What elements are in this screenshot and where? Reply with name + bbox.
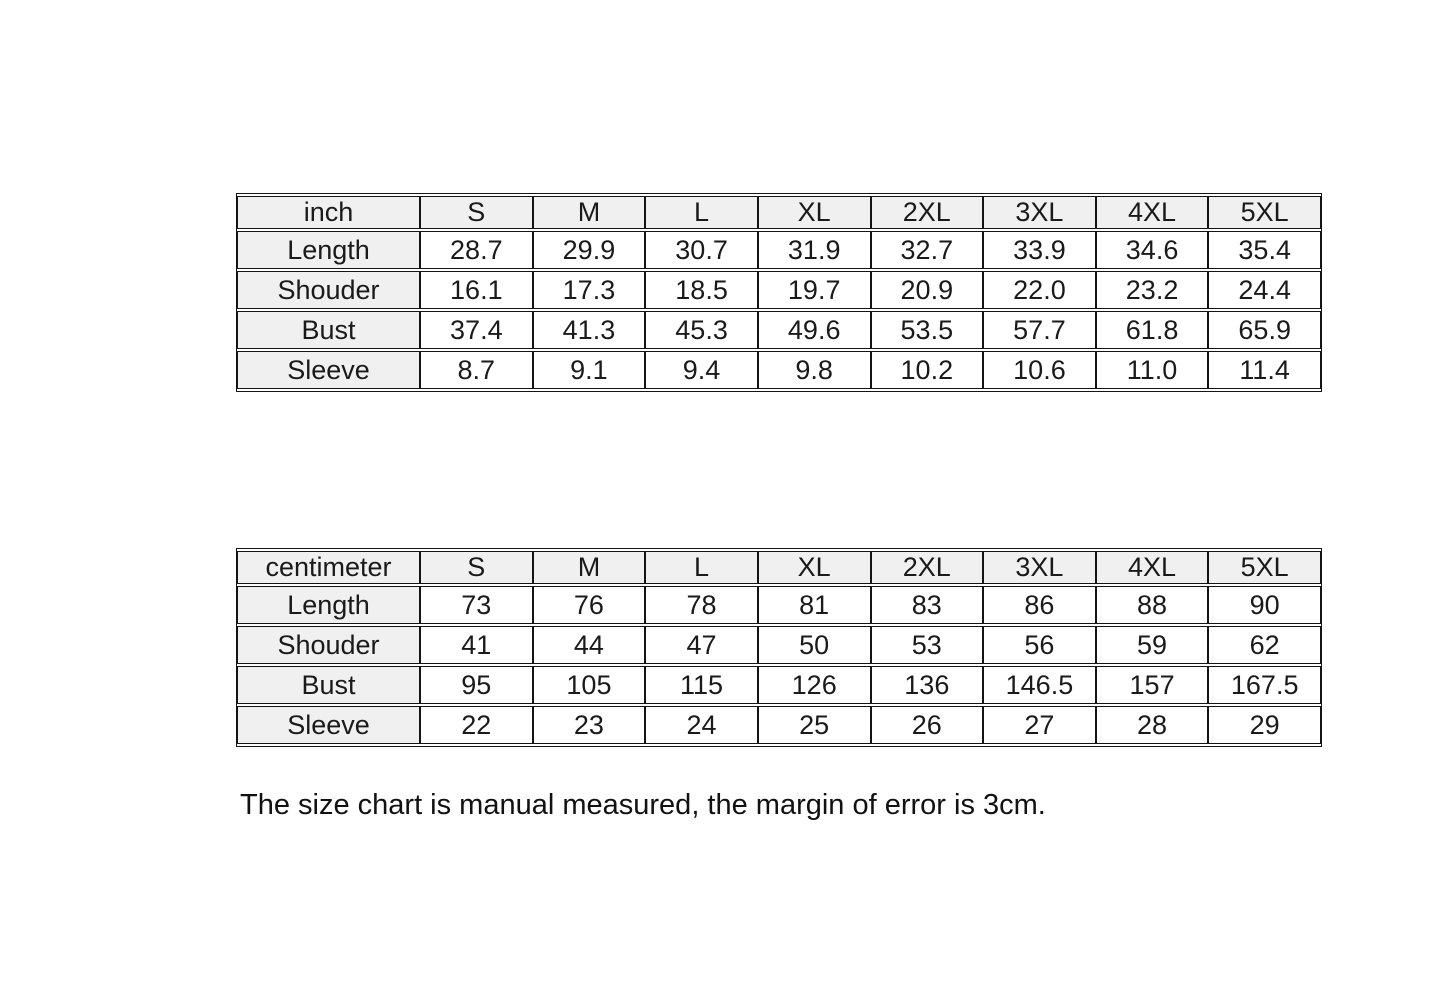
value-cell: 10.6 [983, 351, 1096, 389]
size-header-cell: S [420, 196, 533, 229]
value-cell: 20.9 [871, 271, 984, 309]
table-row [237, 311, 1321, 349]
size-header-cell: L [645, 196, 758, 229]
row-label-cell: Length [237, 231, 420, 269]
value-cell: 53 [871, 626, 984, 664]
size-header-cell: M [533, 196, 646, 229]
value-cell: 57.7 [983, 311, 1096, 349]
row-label-cell: Shouder [237, 271, 420, 309]
value-cell: 17.3 [533, 271, 646, 309]
size-header-cell: 4XL [1096, 551, 1209, 584]
value-cell: 76 [533, 586, 646, 624]
value-cell: 19.7 [758, 271, 871, 309]
value-cell: 126 [758, 666, 871, 704]
value-cell: 157 [1096, 666, 1209, 704]
size-header-cell: XL [758, 196, 871, 229]
size-header-cell: 5XL [1208, 196, 1321, 229]
value-cell: 11.4 [1208, 351, 1321, 389]
row-label-cell: Bust [237, 311, 420, 349]
value-cell: 29 [1208, 706, 1321, 744]
table-row [237, 231, 1321, 269]
unit-header-cell: centimeter [237, 551, 420, 584]
table-row [237, 706, 1321, 744]
value-cell: 49.6 [758, 311, 871, 349]
value-cell: 45.3 [645, 311, 758, 349]
value-cell: 35.4 [1208, 231, 1321, 269]
value-cell: 9.1 [533, 351, 646, 389]
size-header-cell: M [533, 551, 646, 584]
value-cell: 41.3 [533, 311, 646, 349]
row-label-cell: Shouder [237, 626, 420, 664]
value-cell: 33.9 [983, 231, 1096, 269]
value-cell: 136 [871, 666, 984, 704]
value-cell: 10.2 [871, 351, 984, 389]
value-cell: 23 [533, 706, 646, 744]
header-row [237, 551, 1321, 584]
row-label-cell: Sleeve [237, 706, 420, 744]
value-cell: 47 [645, 626, 758, 664]
value-cell: 115 [645, 666, 758, 704]
table-row [237, 271, 1321, 309]
value-cell: 62 [1208, 626, 1321, 664]
value-cell: 26 [871, 706, 984, 744]
value-cell: 11.0 [1096, 351, 1209, 389]
value-cell: 90 [1208, 586, 1321, 624]
value-cell: 22 [420, 706, 533, 744]
row-label-cell: Bust [237, 666, 420, 704]
unit-header-cell: inch [237, 196, 420, 229]
row-label-cell: Sleeve [237, 351, 420, 389]
value-cell: 146.5 [983, 666, 1096, 704]
size-header-cell: 2XL [871, 196, 984, 229]
value-cell: 95 [420, 666, 533, 704]
table-row [237, 666, 1321, 704]
value-cell: 16.1 [420, 271, 533, 309]
value-cell: 29.9 [533, 231, 646, 269]
measurement-note: The size chart is manual measured, the margin of error is 3cm. [240, 789, 1046, 821]
inch-size-table [236, 193, 1322, 392]
size-header-cell: 3XL [983, 196, 1096, 229]
value-cell: 88 [1096, 586, 1209, 624]
centimeter-size-table [236, 548, 1322, 747]
value-cell: 86 [983, 586, 1096, 624]
value-cell: 9.8 [758, 351, 871, 389]
value-cell: 18.5 [645, 271, 758, 309]
table-row [237, 586, 1321, 624]
size-header-cell: 5XL [1208, 551, 1321, 584]
value-cell: 44 [533, 626, 646, 664]
value-cell: 83 [871, 586, 984, 624]
value-cell: 25 [758, 706, 871, 744]
value-cell: 24.4 [1208, 271, 1321, 309]
value-cell: 28.7 [420, 231, 533, 269]
value-cell: 105 [533, 666, 646, 704]
value-cell: 167.5 [1208, 666, 1321, 704]
size-header-cell: 3XL [983, 551, 1096, 584]
value-cell: 50 [758, 626, 871, 664]
header-row [237, 196, 1321, 229]
value-cell: 27 [983, 706, 1096, 744]
value-cell: 9.4 [645, 351, 758, 389]
size-header-cell: XL [758, 551, 871, 584]
value-cell: 23.2 [1096, 271, 1209, 309]
size-header-cell: S [420, 551, 533, 584]
value-cell: 53.5 [871, 311, 984, 349]
value-cell: 24 [645, 706, 758, 744]
value-cell: 59 [1096, 626, 1209, 664]
size-header-cell: 2XL [871, 551, 984, 584]
value-cell: 30.7 [645, 231, 758, 269]
value-cell: 41 [420, 626, 533, 664]
value-cell: 56 [983, 626, 1096, 664]
value-cell: 61.8 [1096, 311, 1209, 349]
table-row [237, 626, 1321, 664]
value-cell: 37.4 [420, 311, 533, 349]
value-cell: 73 [420, 586, 533, 624]
value-cell: 65.9 [1208, 311, 1321, 349]
value-cell: 34.6 [1096, 231, 1209, 269]
size-header-cell: L [645, 551, 758, 584]
row-label-cell: Length [237, 586, 420, 624]
value-cell: 22.0 [983, 271, 1096, 309]
value-cell: 32.7 [871, 231, 984, 269]
value-cell: 78 [645, 586, 758, 624]
value-cell: 81 [758, 586, 871, 624]
size-header-cell: 4XL [1096, 196, 1209, 229]
value-cell: 8.7 [420, 351, 533, 389]
value-cell: 28 [1096, 706, 1209, 744]
value-cell: 31.9 [758, 231, 871, 269]
table-row [237, 351, 1321, 389]
